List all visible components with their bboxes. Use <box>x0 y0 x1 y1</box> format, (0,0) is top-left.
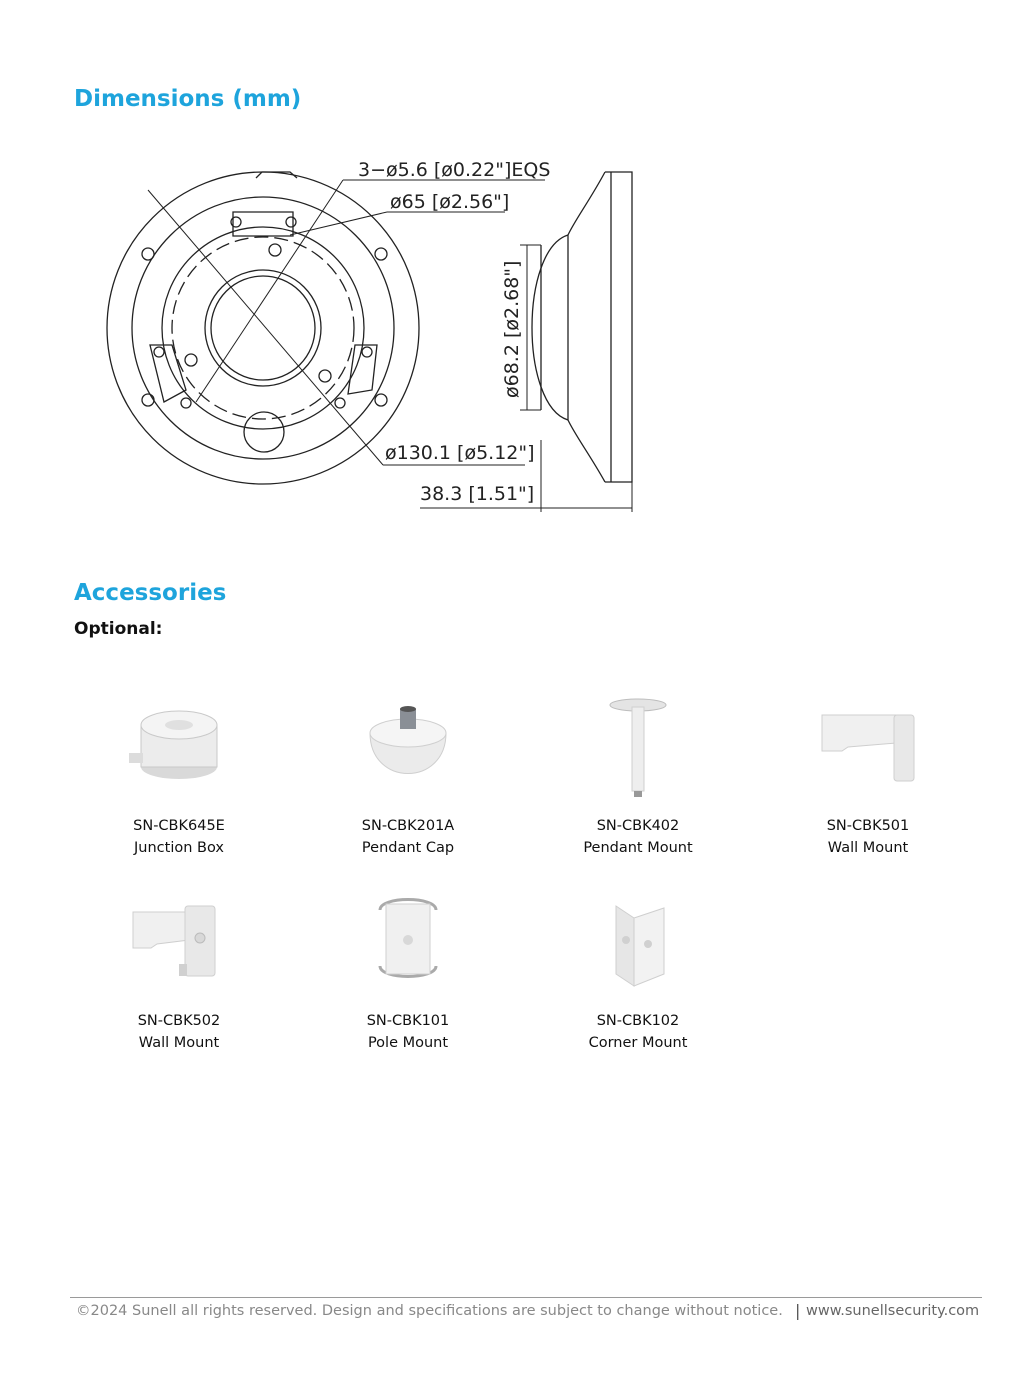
accessory-name: Corner Mount <box>588 1035 688 1051</box>
pendant-mount-icon <box>578 695 698 815</box>
pendant-cap-icon <box>348 695 468 815</box>
dome-height-label: ø68.2 [ø2.68"] <box>501 260 523 398</box>
accessory-name: Pole Mount <box>367 1035 449 1051</box>
wall-mount-box-icon <box>119 890 239 1010</box>
depth-label: 38.3 [1.51"] <box>420 483 535 505</box>
accessory-item <box>753 695 983 859</box>
accessory-name: Junction Box <box>134 840 224 856</box>
optional-subheading: Optional: <box>74 619 163 639</box>
accessory-model: SN-CBK502 <box>137 1013 221 1029</box>
accessory-item <box>523 890 753 1054</box>
accessory-item <box>64 890 294 1054</box>
accessory-name: Wall Mount <box>138 1035 220 1051</box>
accessory-item <box>293 695 523 859</box>
accessory-model: SN-CBK501 <box>826 818 910 834</box>
wall-mount-icon <box>808 695 928 815</box>
accessory-model: SN-CBK645E <box>133 818 225 834</box>
footer-website-link[interactable]: www.sunellsecurity.com <box>806 1303 980 1319</box>
inner-diameter-label: ø65 [ø2.56"] <box>390 191 510 213</box>
accessory-model: SN-CBK101 <box>366 1013 450 1029</box>
pole-mount-icon <box>348 890 468 1010</box>
accessory-name: Wall Mount <box>827 840 909 856</box>
dimension-drawing <box>0 140 680 525</box>
accessory-model: SN-CBK402 <box>596 818 680 834</box>
holes-label: 3−ø5.6 [ø0.22"]EQS <box>358 159 551 181</box>
junction-box-icon <box>119 695 239 815</box>
outer-diameter-label: ø130.1 [ø5.12"] <box>385 442 535 464</box>
footer-separator: | <box>795 1301 801 1320</box>
accessory-model: SN-CBK201A <box>361 818 455 834</box>
accessory-name: Pendant Cap <box>361 840 455 856</box>
accessory-item <box>523 695 753 859</box>
corner-mount-icon <box>578 890 698 1010</box>
dimensions-heading: Dimensions (mm) <box>74 86 302 112</box>
accessory-item <box>293 890 523 1054</box>
footer-divider <box>70 1297 982 1298</box>
accessory-name: Pendant Mount <box>583 840 693 856</box>
footer-copyright: ©2024 Sunell all rights reserved. Design and specifications are subject to change without notice. <box>76 1303 783 1319</box>
accessory-model: SN-CBK102 <box>596 1013 680 1029</box>
accessories-heading: Accessories <box>74 580 227 606</box>
accessory-item <box>64 695 294 859</box>
